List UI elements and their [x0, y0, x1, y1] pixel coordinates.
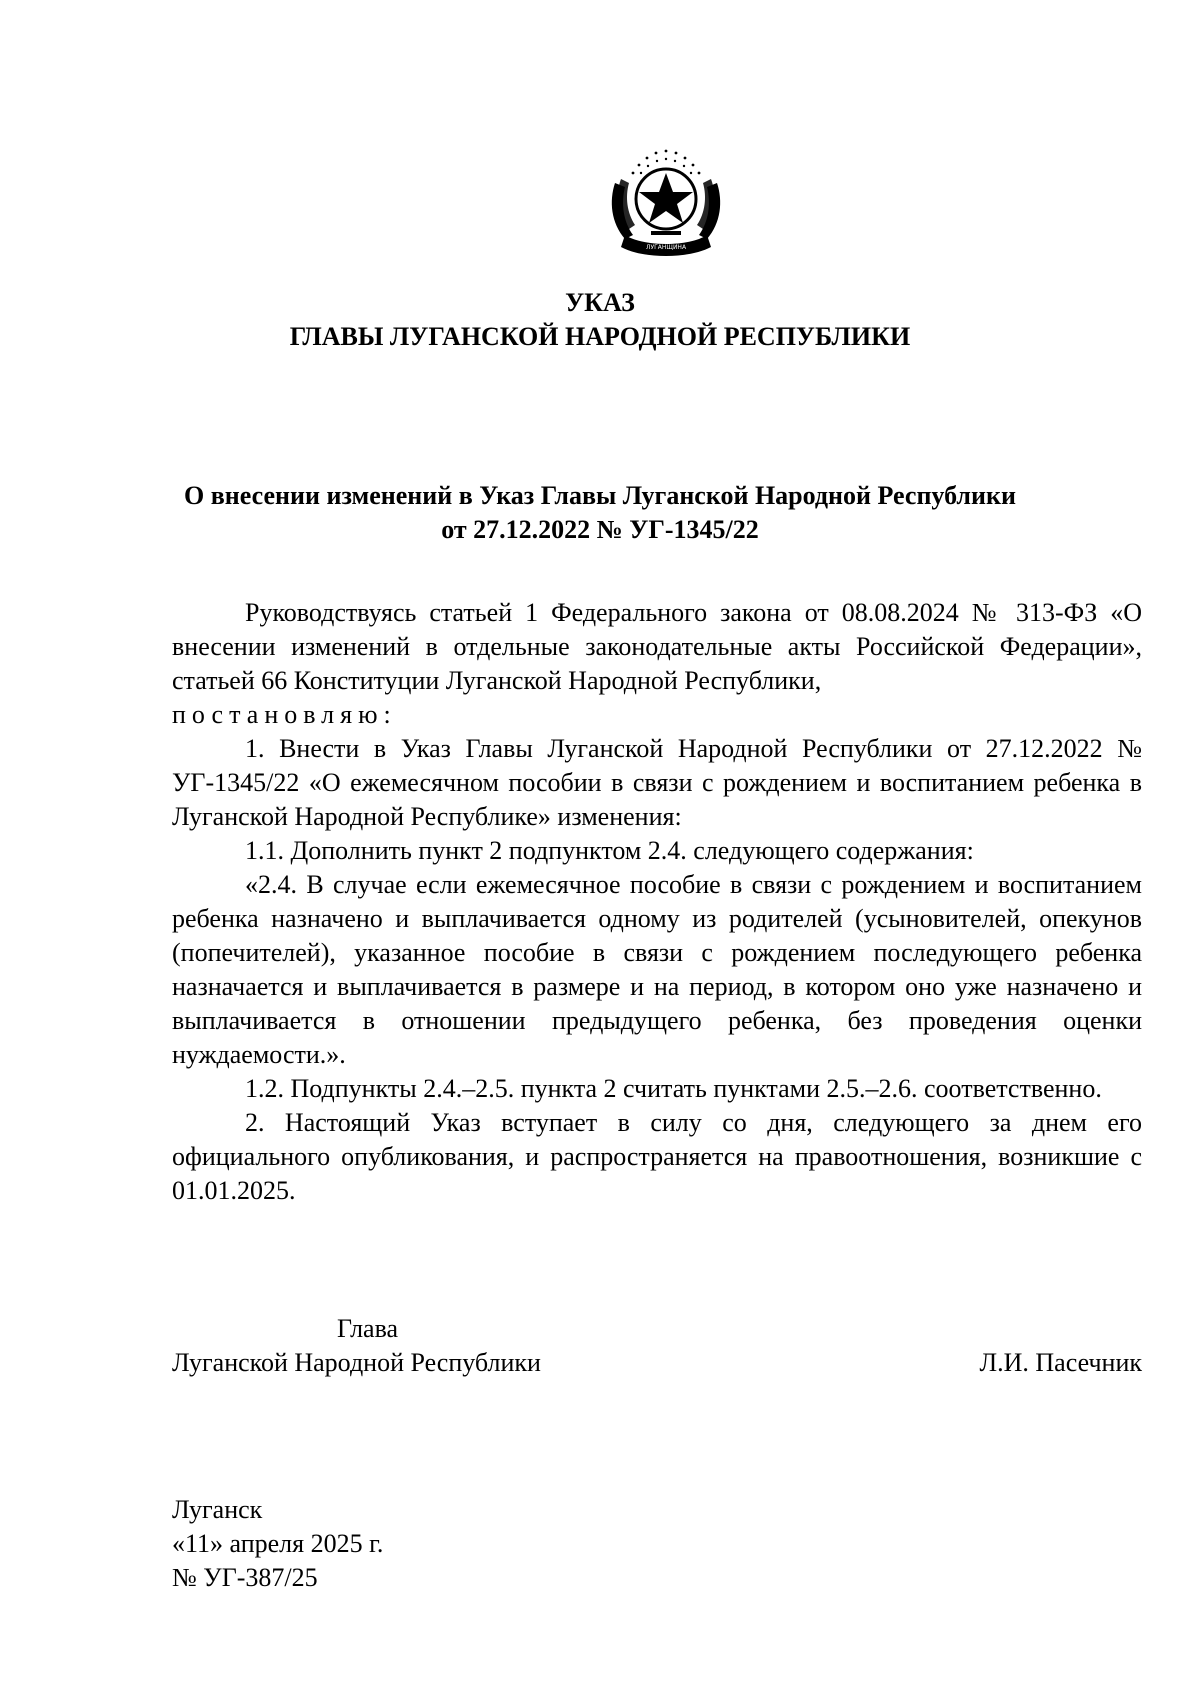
document-body	[172, 596, 1142, 1208]
item-2-4-quote: «2.4. В случае если ежемесячное пособие в связи с рождением и воспитанием ребенка назначено и выплачивается одному из родителей (усыновителей, опекунов (попечителей), указанное пособие в связи с рождением последующего ребенка назначается и выплачивается в размере и на период, в котором оно уже назначено и выплачивается в отношении предыдущего ребенка, без проведения оценки нуждаемости.».	[172, 870, 1142, 1069]
footer-city: Луганск	[172, 1495, 263, 1524]
subject-line-2: от 27.12.2022 № УГ-1345/22	[441, 515, 759, 544]
item-1: 1. Внести в Указ Главы Луганской Народной Республики от 27.12.2022 № УГ-1345/22 «О ежемесячном пособии в связи с рождением и воспитанием ребенка в Луганской Народной Республике» изменения:	[172, 734, 1142, 831]
item-1-1: 1.1. Дополнить пункт 2 подпунктом 2.4. следующего содержания:	[245, 836, 974, 865]
document-issuer: ГЛАВЫ ЛУГАНСКОЙ НАРОДНОЙ РЕСПУБЛИКИ	[289, 322, 911, 351]
footer-number: № УГ-387/25	[172, 1563, 318, 1592]
document-title	[0, 286, 1200, 354]
item-2: 2. Настоящий Указ вступает в силу со дня, следующего за днем его официального опубликования, и распространяется на правоотношения, возникшие с 01.01.2025.	[172, 1108, 1142, 1205]
republic-emblem-icon	[603, 143, 729, 261]
preamble-text: Руководствуясь статьей 1 Федерального закона от 08.08.2024 № 313-ФЗ «О внесении изменений в отдельные законодательные акты Российской Федерации», статьей 66 Конституции Луганской Народной Республики,	[172, 598, 1142, 695]
signatory-name: Л.И. Пасечник	[979, 1348, 1142, 1377]
emblem-ribbon-text: ЛУГАНЩИНА	[645, 244, 687, 251]
signature-title-line-1: Глава	[337, 1314, 399, 1343]
footer-date: «11» апреля 2025 г.	[172, 1529, 384, 1558]
document-subject	[0, 479, 1200, 547]
document-type: УКАЗ	[565, 288, 635, 317]
document-footer	[172, 1493, 383, 1595]
decree-word: постановляю:	[172, 700, 397, 729]
subject-line-1: О внесении изменений в Указ Главы Луганской Народной Республики	[184, 481, 1016, 510]
signature-title-line-2: Луганской Народной Республики	[172, 1348, 541, 1377]
preamble-paragraph	[172, 596, 1142, 732]
item-1-2: 1.2. Подпункты 2.4.–2.5. пункта 2 считать пунктами 2.5.–2.6. соответственно.	[245, 1074, 1102, 1103]
